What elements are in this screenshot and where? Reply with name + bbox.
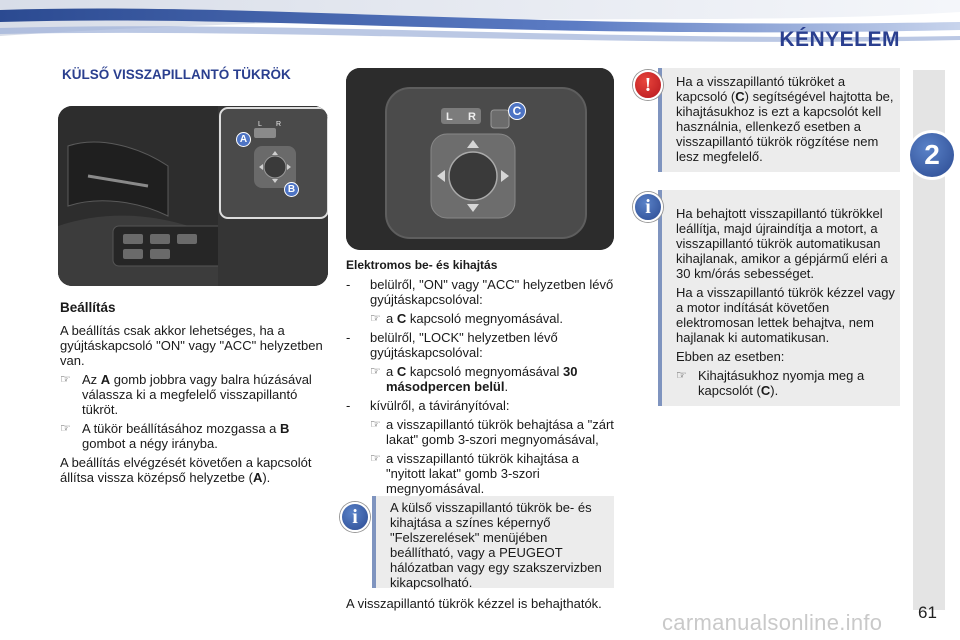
left-column <box>60 300 330 485</box>
mirror-switch-closeup-photo <box>346 68 614 250</box>
callout-c: C <box>508 102 526 120</box>
folding-heading: Elektromos be- és kihajtás <box>346 258 498 272</box>
page-title: KÉNYELEM <box>779 28 900 51</box>
pointing-finger-icon: ☞ <box>370 311 381 325</box>
door-panel-photo <box>58 106 328 286</box>
pointing-finger-icon: ☞ <box>370 364 381 378</box>
folding-item-3-sub-1: ☞ a visszapillantó tükrök behajtása a "zárt lakat" gomb 3-szori megnyomásával, <box>370 417 614 447</box>
folding-item-3: - kívülről, a távirányítóval: <box>346 398 510 413</box>
folding-info-text: A külső visszapillantó tükrök be- és kihajtása a színes képernyő "Felszerelések" menüjében beállítható, vagy a PEUGEOT hálózatban vagy egy szakszervizben kikapcsolható. <box>390 500 602 590</box>
callout-b: B <box>284 182 299 197</box>
switch-label-l: L <box>258 121 262 128</box>
info-icon: i <box>340 502 370 532</box>
exclamation-icon: ! <box>633 70 663 100</box>
folding-item-1: - belülről, "ON" vagy "ACC" helyzetben lévő gyújtáskapcsolóval: <box>346 277 614 307</box>
warning-box <box>658 68 900 172</box>
warning-text: Ha a visszapillantó tükröket a kapcsoló (C) segítségével hajtotta be, kihajtásukhoz is ezt a kapcsolót kell használnia, ellenkező esetben a visszapillantó tükrök rögzítése nem lesz megfelelő. <box>676 74 894 164</box>
folding-item-3-sub-2: ☞ a visszapillantó tükrök kihajtása a "nyitott lakat" gomb 3-szori megnyomásával. <box>370 451 579 496</box>
page-number: 61 <box>918 603 937 622</box>
middle-column <box>346 258 614 496</box>
manual-folding-note: A visszapillantó tükrök kézzel is behajthatók. <box>346 596 602 611</box>
pointing-finger-icon: ☞ <box>60 421 71 435</box>
adjustment-bullet-2: ☞ A tükör beállításához mozgassa a B gombot a négy irányba. <box>60 421 290 451</box>
switch-label-l2: L <box>446 111 453 123</box>
pointing-finger-icon: ☞ <box>676 368 687 382</box>
adjustment-bullet-1: ☞ Az A gomb jobbra vagy balra húzásával válassza ki a megfelelő visszapillantó tükröt. <box>60 372 312 417</box>
adjustment-intro: A beállítás csak akkor lehetséges, ha a gyújtáskapcsoló "ON" vagy "ACC" helyzetben van. <box>60 323 323 368</box>
page-header <box>0 0 960 60</box>
mirror-switch-illustration <box>346 68 614 250</box>
pointing-finger-icon: ☞ <box>370 451 381 465</box>
watermark-text: carmanualsonline.info <box>662 610 883 635</box>
pointing-finger-icon: ☞ <box>370 417 381 431</box>
folding-item-1-sub: ☞ a C kapcsoló megnyomásával. <box>370 311 564 326</box>
callout-a: A <box>236 132 251 147</box>
adjustment-heading: Beállítás <box>60 300 116 315</box>
chapter-number-badge: 2 <box>910 133 954 177</box>
adjustment-outro: A beállítás elvégzését követően a kapcsolót állítsa vissza középső helyzetbe (A). <box>60 455 312 485</box>
pointing-finger-icon: ☞ <box>60 372 71 386</box>
folding-item-2-sub: ☞ a C kapcsoló megnyomásával 30 másodpercen belül. <box>370 364 578 394</box>
switch-label-r: R <box>276 121 282 128</box>
folding-info-box <box>372 496 614 588</box>
switch-label-r2: R <box>468 111 476 123</box>
auto-unfold-info-box <box>658 190 900 406</box>
auto-unfold-info-text: Ha behajtott visszapillantó tükrökkel leállítja, majd újraindítja a motort, a visszapillantó tükrök automatikusan kihajlanak, amikor a gépjármű eléri a 30 km/órás sebességet. Ha a visszapillantó tükrök kézzel vagy a motor indítását követően elektromosan lettek behajtva, nem hajlanak ki automatikusan. Ebben az esetben: ☞ Kihajtásukhoz nyomja meg a kapcsolót (C). <box>676 206 895 398</box>
section-title: KÜLSŐ VISSZAPILLANTÓ TÜKRÖK <box>62 67 291 82</box>
folding-item-2: - belülről, "LOCK" helyzetben lévő gyújtáskapcsolóval: <box>346 330 558 360</box>
info-icon: i <box>633 192 663 222</box>
